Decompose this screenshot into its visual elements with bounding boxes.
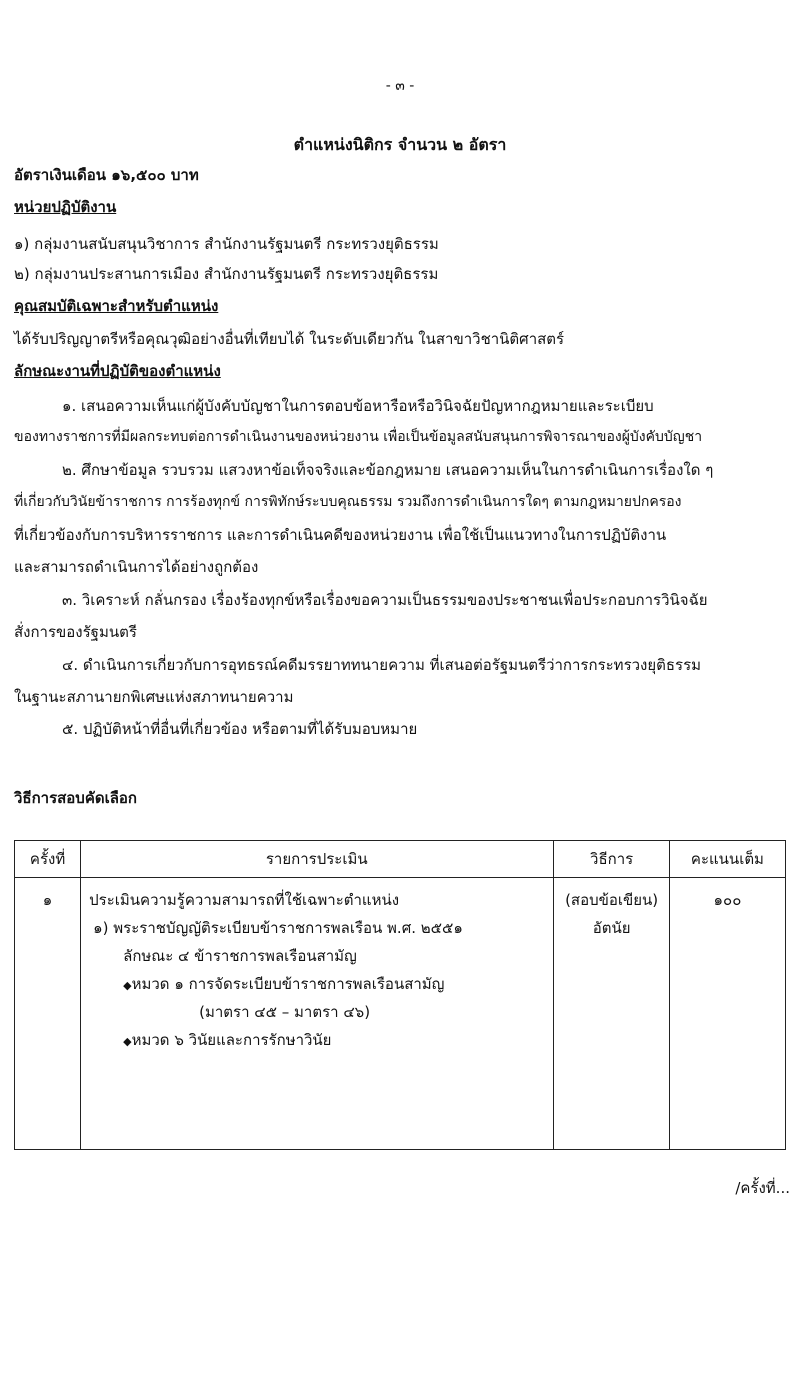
unit-item-1: ๑) กลุ่มงานสนับสนุนวิชาการ สำนักงานรัฐมนตรี กระทรวงยุติธรรม [14, 235, 439, 253]
selection-heading: วิธีการสอบคัดเลือก [14, 789, 138, 807]
page-number: - ๓ - [385, 78, 415, 94]
row-score: ๑๐๐ [669, 878, 785, 1150]
duty-line: ๒. ศึกษาข้อมูล รวบรวม แสวงหาข้อเท็จจริงและข้อกฎหมาย เสนอความเห็นในการดำเนินการเรื่องใด ๆ [62, 461, 714, 479]
duty-line: ที่เกี่ยวข้องกับการบริหารราชการ และการดำเนินคดีของหน่วยงาน เพื่อใช้เป็นแนวทางในการปฏิบัติงาน [14, 526, 667, 544]
duty-line: ของทางราชการที่มีผลกระทบต่อการดำเนินงานของหน่วยงาน เพื่อเป็นข้อมูลสนับสนุนการพิจารณาของผู้บังคับบัญชา [14, 429, 703, 445]
table-row [15, 878, 786, 1150]
item-title: ประเมินความรู้ความสามารถที่ใช้เฉพาะตำแหน่ง [89, 891, 400, 909]
duty-line: ๕. ปฏิบัติหน้าที่อื่นที่เกี่ยวข้อง หรือตามที่ได้รับมอบหมาย [62, 720, 418, 738]
method-line: (สอบข้อเขียน) [565, 891, 659, 909]
qualifications-heading: คุณสมบัติเฉพาะสำหรับตำแหน่ง [14, 297, 219, 315]
diamond-bullet-icon: ◆ [123, 979, 132, 992]
continuation-footer: /ครั้งที่... [735, 1179, 790, 1197]
row-item-cell [81, 878, 554, 1150]
row-no: ๑ [15, 878, 81, 1150]
header-item: รายการประเมิน [81, 841, 554, 878]
row-method-cell [554, 878, 670, 1150]
duty-line: ๔. ดำเนินการเกี่ยวกับการอุทธรณ์คดีมรรยาททนายความ ที่เสนอต่อรัฐมนตรีว่าการกระทรวงยุติธรรม [62, 656, 702, 674]
method-line: อัตนัย [592, 919, 631, 937]
item-line-text: หมวด ๑ การจัดระเบียบข้าราชการพลเรือนสามัญ [131, 975, 445, 993]
duty-line: ๓. วิเคราะห์ กลั่นกรอง เรื่องร้องทุกข์หรือเรื่องขอความเป็นธรรมของประชาชนเพื่อประกอบการวินิจฉัย [62, 591, 708, 609]
duty-line: สั่งการของรัฐมนตรี [14, 623, 137, 641]
qualifications-text: ได้รับปริญญาตรีหรือคุณวุฒิอย่างอื่นที่เทียบได้ ในระดับเดียวกัน ในสาขาวิชานิติศาสตร์ [14, 330, 565, 348]
duty-line: ในฐานะสภานายกพิเศษแห่งสภาทนายความ [14, 688, 294, 706]
item-line: ลักษณะ ๔ ข้าราชการพลเรือนสามัญ [123, 947, 357, 965]
salary-line: อัตราเงินเดือน ๑๖,๕๐๐ บาท [14, 166, 199, 184]
unit-item-2: ๒) กลุ่มงานประสานการเมือง สำนักงานรัฐมนตรี กระทรวงยุติธรรม [14, 265, 439, 283]
duties-heading: ลักษณะงานที่ปฏิบัติของตำแหน่ง [14, 362, 221, 380]
item-line [89, 972, 552, 1000]
item-line: ๑) พระราชบัญญัติระเบียบข้าราชการพลเรือน พ.ศ. ๒๕๕๑ [93, 919, 463, 937]
duty-line: และสามารถดำเนินการได้อย่างถูกต้อง [14, 558, 259, 576]
evaluation-table [14, 840, 786, 1150]
header-no: ครั้งที่ [15, 841, 81, 878]
item-line: (มาตรา ๔๕ – มาตรา ๔๖) [199, 1003, 371, 1021]
item-line [89, 1028, 552, 1056]
page-title: ตำแหน่งนิติกร จำนวน ๒ อัตรา [293, 135, 507, 154]
item-line-text: หมวด ๖ วินัยและการรักษาวินัย [131, 1031, 332, 1049]
header-score: คะแนนเต็ม [669, 841, 785, 878]
duty-line: ที่เกี่ยวกับวินัยข้าราชการ การร้องทุกข์ การพิทักษ์ระบบคุณธรรม รวมถึงการดำเนินการใดๆ ตามกฎหมายปกครอง [14, 494, 682, 510]
units-heading: หน่วยปฏิบัติงาน [14, 198, 117, 216]
header-method: วิธีการ [554, 841, 670, 878]
diamond-bullet-icon: ◆ [123, 1035, 132, 1048]
table-header-row [15, 841, 786, 878]
duty-line: ๑. เสนอความเห็นแก่ผู้บังคับบัญชาในการตอบข้อหารือหรือวินิจฉัยปัญหากฎหมายและระเบียบ [62, 397, 654, 415]
